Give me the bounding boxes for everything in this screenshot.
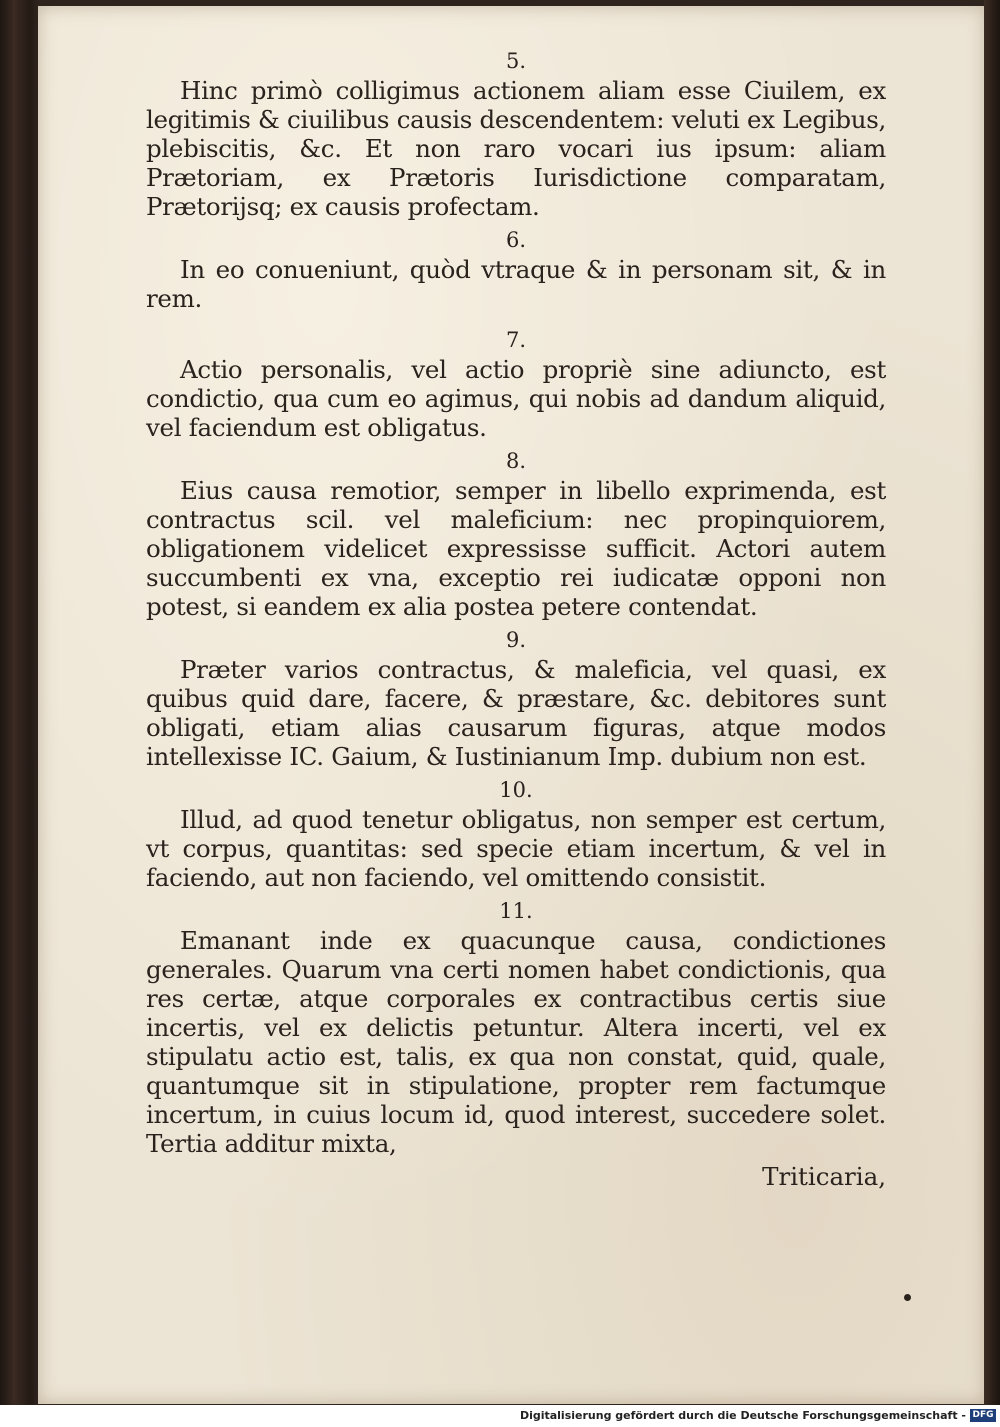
paragraph-8: Eius causa remotior, semper in libello exprimenda, est contractus scil. vel maleficium: nec propinquiorem, obligationem videlicet expressisse sufficit. Actori autem succumbenti ex vna, exceptio rei iudicatæ opponi non potest, si eandem ex alia postea petere contendat. [146,476,886,621]
section-number-6: 6. [505,228,527,252]
paragraph-10: Illud, ad quod tenetur obligatus, non semper est certum, vt corpus, quantitas: sed specie etiam incertum, & vel in faciendo, aut non faciendo, vel omittendo consistit. [146,805,886,892]
paragraph-6: In eo conueniunt, quòd vtraque & in personam sit, & in rem. [146,255,886,313]
catchword: Triticaria, [762,1162,886,1191]
page-number: 5. [505,49,527,73]
book-edge [984,0,1000,1410]
page-text [146,42,886,1191]
section-number-7: 7. [505,328,527,352]
footer-credit: Digitalisierung gefördert durch die Deutsche Forschungsgemeinschaft - [519,1409,966,1422]
section-number-10: 10. [499,778,533,802]
ink-spot [904,1294,911,1301]
paragraph-5: Hinc primò colligimus actionem aliam esse Ciuilem, ex legitimis & ciuilibus causis descendentem: veluti ex Legibus, plebiscitis, &c. Et non raro vocari ius ipsum: aliam Prætoriam, ex Prætoris Iurisdictione comparatam, Prætorijsq; ex causis profectam. [146,76,886,221]
footer-bar [0,1405,1000,1427]
paragraph-9: Præter varios contractus, & maleficia, vel quasi, ex quibus quid dare, facere, & præstare, &c. debitores sunt obligati, etiam alias causarum figuras, atque modos intellexisse IC. Gaium, & Iustinianum Imp. dubium non est. [146,655,886,771]
section-number-11: 11. [499,899,533,923]
section-number-8: 8. [505,449,527,473]
dfg-logo: DFG [970,1409,996,1422]
paragraph-11: Emanant inde ex quacunque causa, condictiones generales. Quarum vna certi nomen habet condictionis, qua res certæ, atque corporales ex contractibus certis siue incertis, vel ex delictis petuntur. Altera incerti, vel ex stipulatu actio est, talis, ex qua non constat, quid, quale, quantumque sit in stipulatione, propter rem factumque incertum, in cuius locum id, quod interest, succedere solet. Tertia additur mixta, [146,926,886,1158]
paragraph-7: Actio personalis, vel actio propriè sine adiuncto, est condictio, qua cum eo agimus, qui nobis ad dandum aliquid, vel faciendum est obligatus. [146,355,886,442]
section-number-9: 9. [505,628,527,652]
